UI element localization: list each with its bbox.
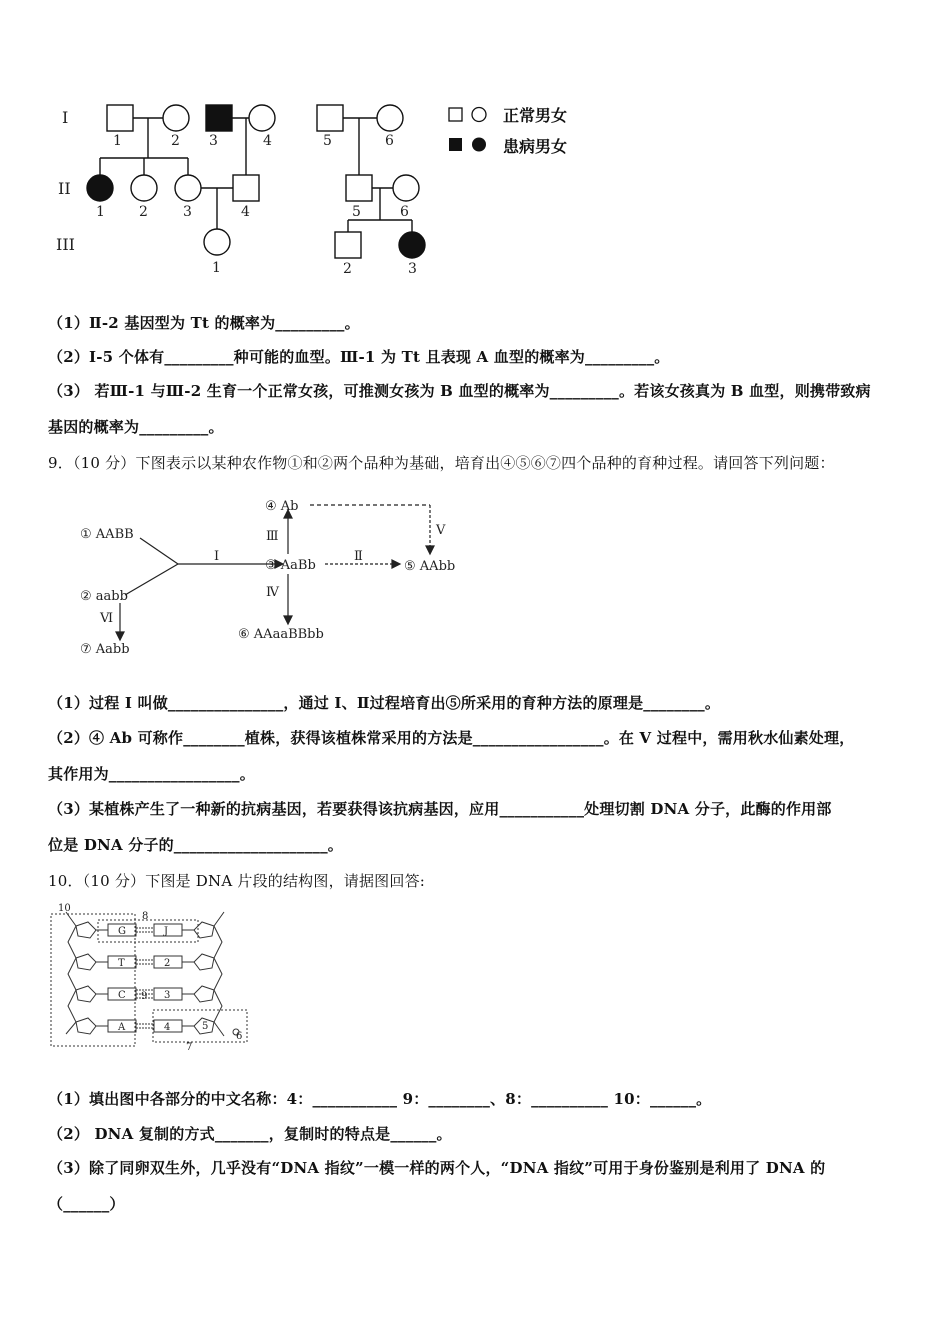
q8-part2: （2）Ⅰ-5 个体有_________种可能的血型。Ⅲ-1 为 Tt 且表现 A 血型的概率为_________。	[48, 348, 670, 366]
right-base: J	[164, 926, 169, 937]
pedigree-II-5	[346, 175, 372, 201]
label-8: 8	[142, 911, 149, 922]
pedigree-I-6	[377, 105, 403, 131]
left-base: G	[118, 926, 126, 937]
legend-affected-label: 患病男女	[503, 137, 568, 156]
q10-heading: 10．（10 分）下图是 DNA 片段的结构图，请据图回答:	[48, 872, 426, 890]
pedigree-chart	[40, 90, 460, 290]
left-base: A	[118, 1022, 126, 1033]
label-5: 5	[202, 1021, 209, 1032]
pedigree-II-1	[87, 175, 113, 201]
gen-label-II: II	[58, 179, 71, 198]
node-1: ① AABB	[80, 527, 134, 542]
gen1-num: 3	[209, 133, 218, 149]
label-6: 6	[236, 1031, 243, 1042]
right-base: 4	[164, 1022, 171, 1033]
step-I: Ⅰ	[214, 549, 220, 564]
gen2-num: 3	[183, 204, 192, 220]
gen1-num: 2	[171, 133, 180, 149]
dna-structure-diagram	[46, 902, 256, 1050]
pedigree-II-6	[393, 175, 419, 201]
node-2: ② aabb	[80, 589, 128, 604]
right-base: 2	[164, 958, 171, 969]
legend-affected-symbols	[448, 136, 494, 154]
q8-part3-line2: 基因的概率为_________。	[48, 418, 224, 436]
q9-part2-line2: 其作用为_________________。	[48, 765, 255, 783]
breeding-diagram	[70, 488, 490, 663]
gen-label-I: I	[62, 108, 69, 127]
gen2-num: 6	[400, 204, 409, 220]
right-base: 3	[164, 990, 171, 1001]
pedigree-II-3	[175, 175, 201, 201]
gen2-num: 2	[139, 204, 148, 220]
step-V: Ⅴ	[436, 523, 446, 538]
gen3-num: 2	[343, 261, 352, 277]
pedigree-III-1	[204, 229, 230, 255]
pedigree-I-5	[317, 105, 343, 131]
step-VI: Ⅵ	[100, 611, 114, 626]
legend-normal-label: 正常男女	[503, 106, 568, 125]
pedigree-I-3	[206, 105, 232, 131]
left-base: C	[118, 990, 126, 1001]
node-3: ③ AaBb	[265, 558, 316, 573]
q9-part1: （1）过程 I 叫做_______________，通过 I、Ⅱ过程培育出⑤所采用的育种方法的原理是________。	[48, 694, 721, 712]
q9-part3-line2: 位是 DNA 分子的____________________。	[48, 836, 344, 854]
label-7: 7	[186, 1042, 193, 1050]
label-10: 10	[58, 903, 71, 914]
gen1-num: 4	[263, 133, 272, 149]
node-6: ⑥ AAaaBBbb	[238, 627, 324, 642]
node-7: ⑦ Aabb	[80, 642, 130, 657]
gen1-num: 6	[385, 133, 394, 149]
pedigree-III-2	[335, 232, 361, 258]
gen2-num: 1	[96, 204, 105, 220]
gen1-num: 1	[113, 133, 122, 149]
q10-part2: （2） DNA 复制的方式_______，复制时的特点是______。	[48, 1125, 452, 1143]
q8-part1: （1）Ⅱ-2 基因型为 Tt 的概率为_________。	[48, 314, 360, 332]
step-III: Ⅲ	[266, 529, 279, 544]
node-5: ⑤ AAbb	[404, 559, 456, 574]
q9-part2-line1: （2）④ Ab 可称作________植株，获得该植株常采用的方法是_________________。在 V 过程中，需用秋水仙素处理，	[48, 729, 855, 747]
gen-label-III: III	[56, 235, 75, 254]
pedigree-III-3	[399, 232, 425, 258]
pedigree-II-2	[131, 175, 157, 201]
q8-part3-line1: （3） 若Ⅲ-1 与Ⅲ-2 生育一个正常女孩，可推测女孩为 B 血型的概率为_________。若该女孩真为 B 血型，则携带致病	[48, 382, 871, 400]
step-II: Ⅱ	[354, 549, 363, 564]
q10-part3-line2: （______）	[48, 1195, 125, 1213]
pedigree-I-4	[249, 105, 275, 131]
left-base: T	[118, 958, 125, 969]
q9-heading: 9．（10 分）下图表示以某种农作物①和②两个品种为基础，培育出④⑤⑥⑦四个品种的育种过程。请回答下列问题：	[48, 454, 835, 472]
gen2-num: 4	[241, 204, 250, 220]
q10-part1: （1）填出图中各部分的中文名称：4：___________ 9：________、8：__________ 10：______。	[48, 1090, 712, 1108]
gen1-num: 5	[323, 133, 332, 149]
gen3-num: 1	[212, 260, 221, 276]
q9-part3-line1: （3）某植株产生了一种新的抗病基因，若要获得该抗病基因，应用___________处理切割 DNA 分子，此酶的作用部	[48, 800, 832, 818]
pedigree-I-2	[163, 105, 189, 131]
pedigree-I-1	[107, 105, 133, 131]
step-IV: Ⅳ	[266, 585, 279, 600]
legend-normal-symbols	[448, 106, 494, 124]
pedigree-II-4	[233, 175, 259, 201]
gen2-num: 5	[352, 204, 361, 220]
node-4: ④ Ab	[265, 499, 299, 514]
label-9: 9	[141, 991, 148, 1002]
q10-part3-line1: （3）除了同卵双生外，几乎没有“DNA 指纹”一模一样的两个人，“DNA 指纹”可用于身份鉴别是利用了 DNA 的	[48, 1159, 826, 1177]
gen3-num: 3	[408, 261, 417, 277]
